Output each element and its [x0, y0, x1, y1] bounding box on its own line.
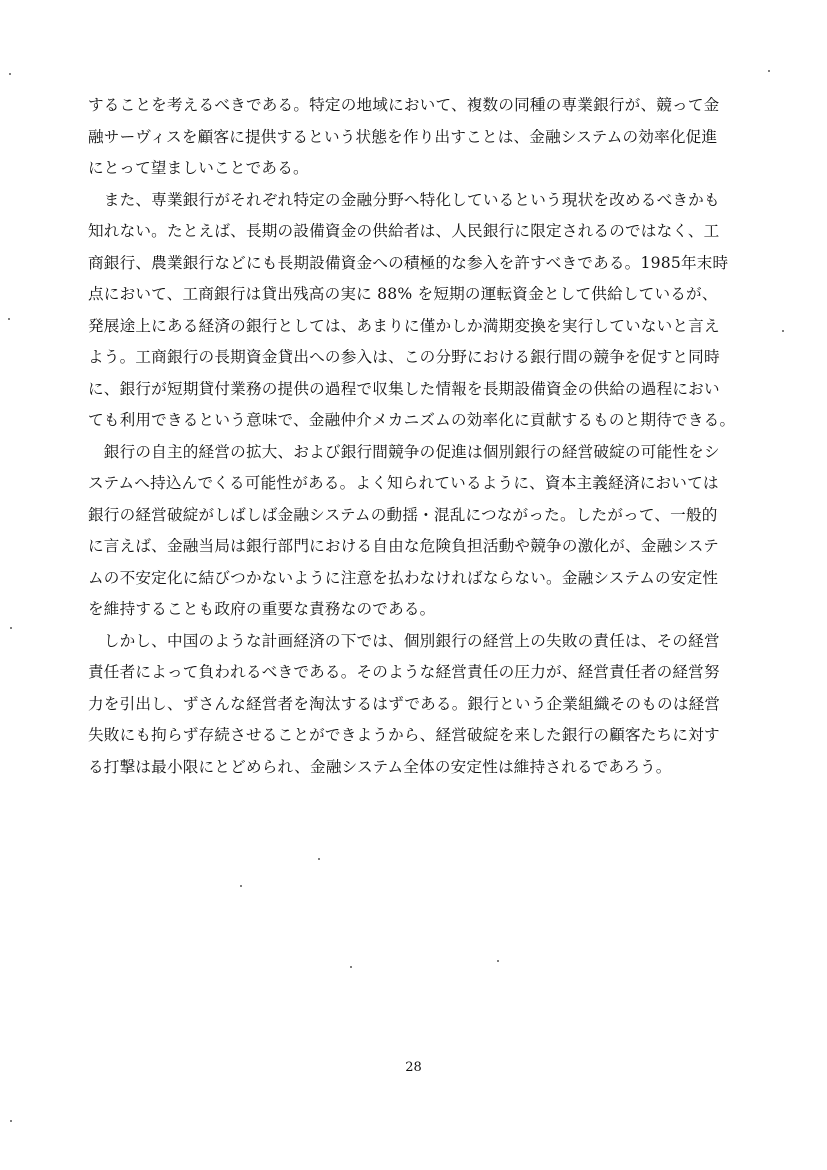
- text-line: 失敗にも拘らず存続させることができようから、経営破綻を来した銀行の顧客たちに対す: [88, 726, 720, 744]
- text-line: る打撃は最小限にとどめられ、金融システム全体の安定性は維持されるであろう。: [88, 757, 672, 776]
- scan-speck: [497, 960, 499, 962]
- text-line: 責任者によって負われるべきである。そのような経営責任の圧力が、経営責任者の経営努: [88, 663, 720, 681]
- scan-speck: [10, 627, 12, 629]
- text-line: 点において、工商銀行は貸出残高の実に 88% を短期の運転資金として供給しているが、: [88, 285, 718, 303]
- scan-speck: [768, 70, 770, 72]
- text-line: 融サーヴィスを顧客に提供するという状態を作り出すことは、金融システムの効率化促進: [88, 127, 718, 146]
- text-line: 銀行の経営破綻がしばしば金融システムの動揺・混乱につながった。したがって、一般的: [88, 505, 718, 524]
- paragraph-3: [88, 437, 728, 626]
- scan-speck: [8, 318, 10, 320]
- paragraph-4: [88, 626, 728, 784]
- text-line: また、専業銀行がそれぞれ特定の金融分野へ特化しているという現状を改めるべきかも: [88, 190, 720, 209]
- scan-speck: [318, 858, 320, 860]
- scan-speck: [240, 885, 242, 887]
- scan-speck: [10, 1120, 12, 1122]
- text-line: 力を引出し、ずさんな経営者を淘汰するはずである。銀行という企業組織そのものは経営: [88, 694, 721, 713]
- text-line: 発展途上にある経済の銀行としては、あまりに僅かしか満期変換を実行していないと言え: [88, 316, 720, 335]
- text-line: することを考えるべきである。特定の地域において、複数の同種の専業銀行が、競って金: [88, 96, 720, 114]
- text-line: よう。工商銀行の長期資金貸出への参入は、この分野における銀行間の競争を促すと同時: [88, 348, 720, 366]
- text-line: に言えば、金融当局は銀行部門における自由な危険負担活動や競争の激化が、金融システ: [88, 537, 719, 555]
- scan-speck: [9, 73, 11, 75]
- page-number: 28: [405, 1060, 422, 1075]
- text-line: を維持することも政府の重要な責務なのである。: [88, 600, 436, 618]
- text-line: 知れない。たとえば、長期の設備資金の供給者は、人民銀行に限定されるのではなく、工: [88, 222, 720, 240]
- scan-speck: [782, 330, 784, 332]
- paragraph-2: [88, 185, 736, 437]
- text-line: ステムへ持込んでくる可能性がある。よく知られているように、資本主義経済においては: [88, 474, 719, 492]
- text-line: 商銀行、農業銀行などにも長期設備資金への積極的な参入を許すべきである。1985年末時: [88, 253, 729, 272]
- scan-speck: [350, 966, 352, 968]
- text-line: 銀行の自主的経営の拡大、および銀行間競争の促進は個別銀行の経営破綻の可能性をシ: [88, 442, 720, 461]
- text-line: ても利用できるという意味で、金融仲介メカニズムの効率化に貢献するものと期待できる。: [88, 411, 736, 429]
- body-text: [88, 90, 736, 783]
- text-line: に、銀行が短期貸付業務の提供の過程で収集した情報を長期設備資金の供給の過程におい: [88, 379, 720, 398]
- text-line: にとって望ましいことである。: [88, 159, 309, 177]
- text-line: しかし、中国のような計画経済の下では、個別銀行の経営上の失敗の責任は、その経営: [88, 631, 720, 650]
- paragraph-1: [88, 90, 728, 185]
- text-line: ムの不安定化に結びつかないように注意を払わなければならない。金融システムの安定性: [88, 568, 719, 587]
